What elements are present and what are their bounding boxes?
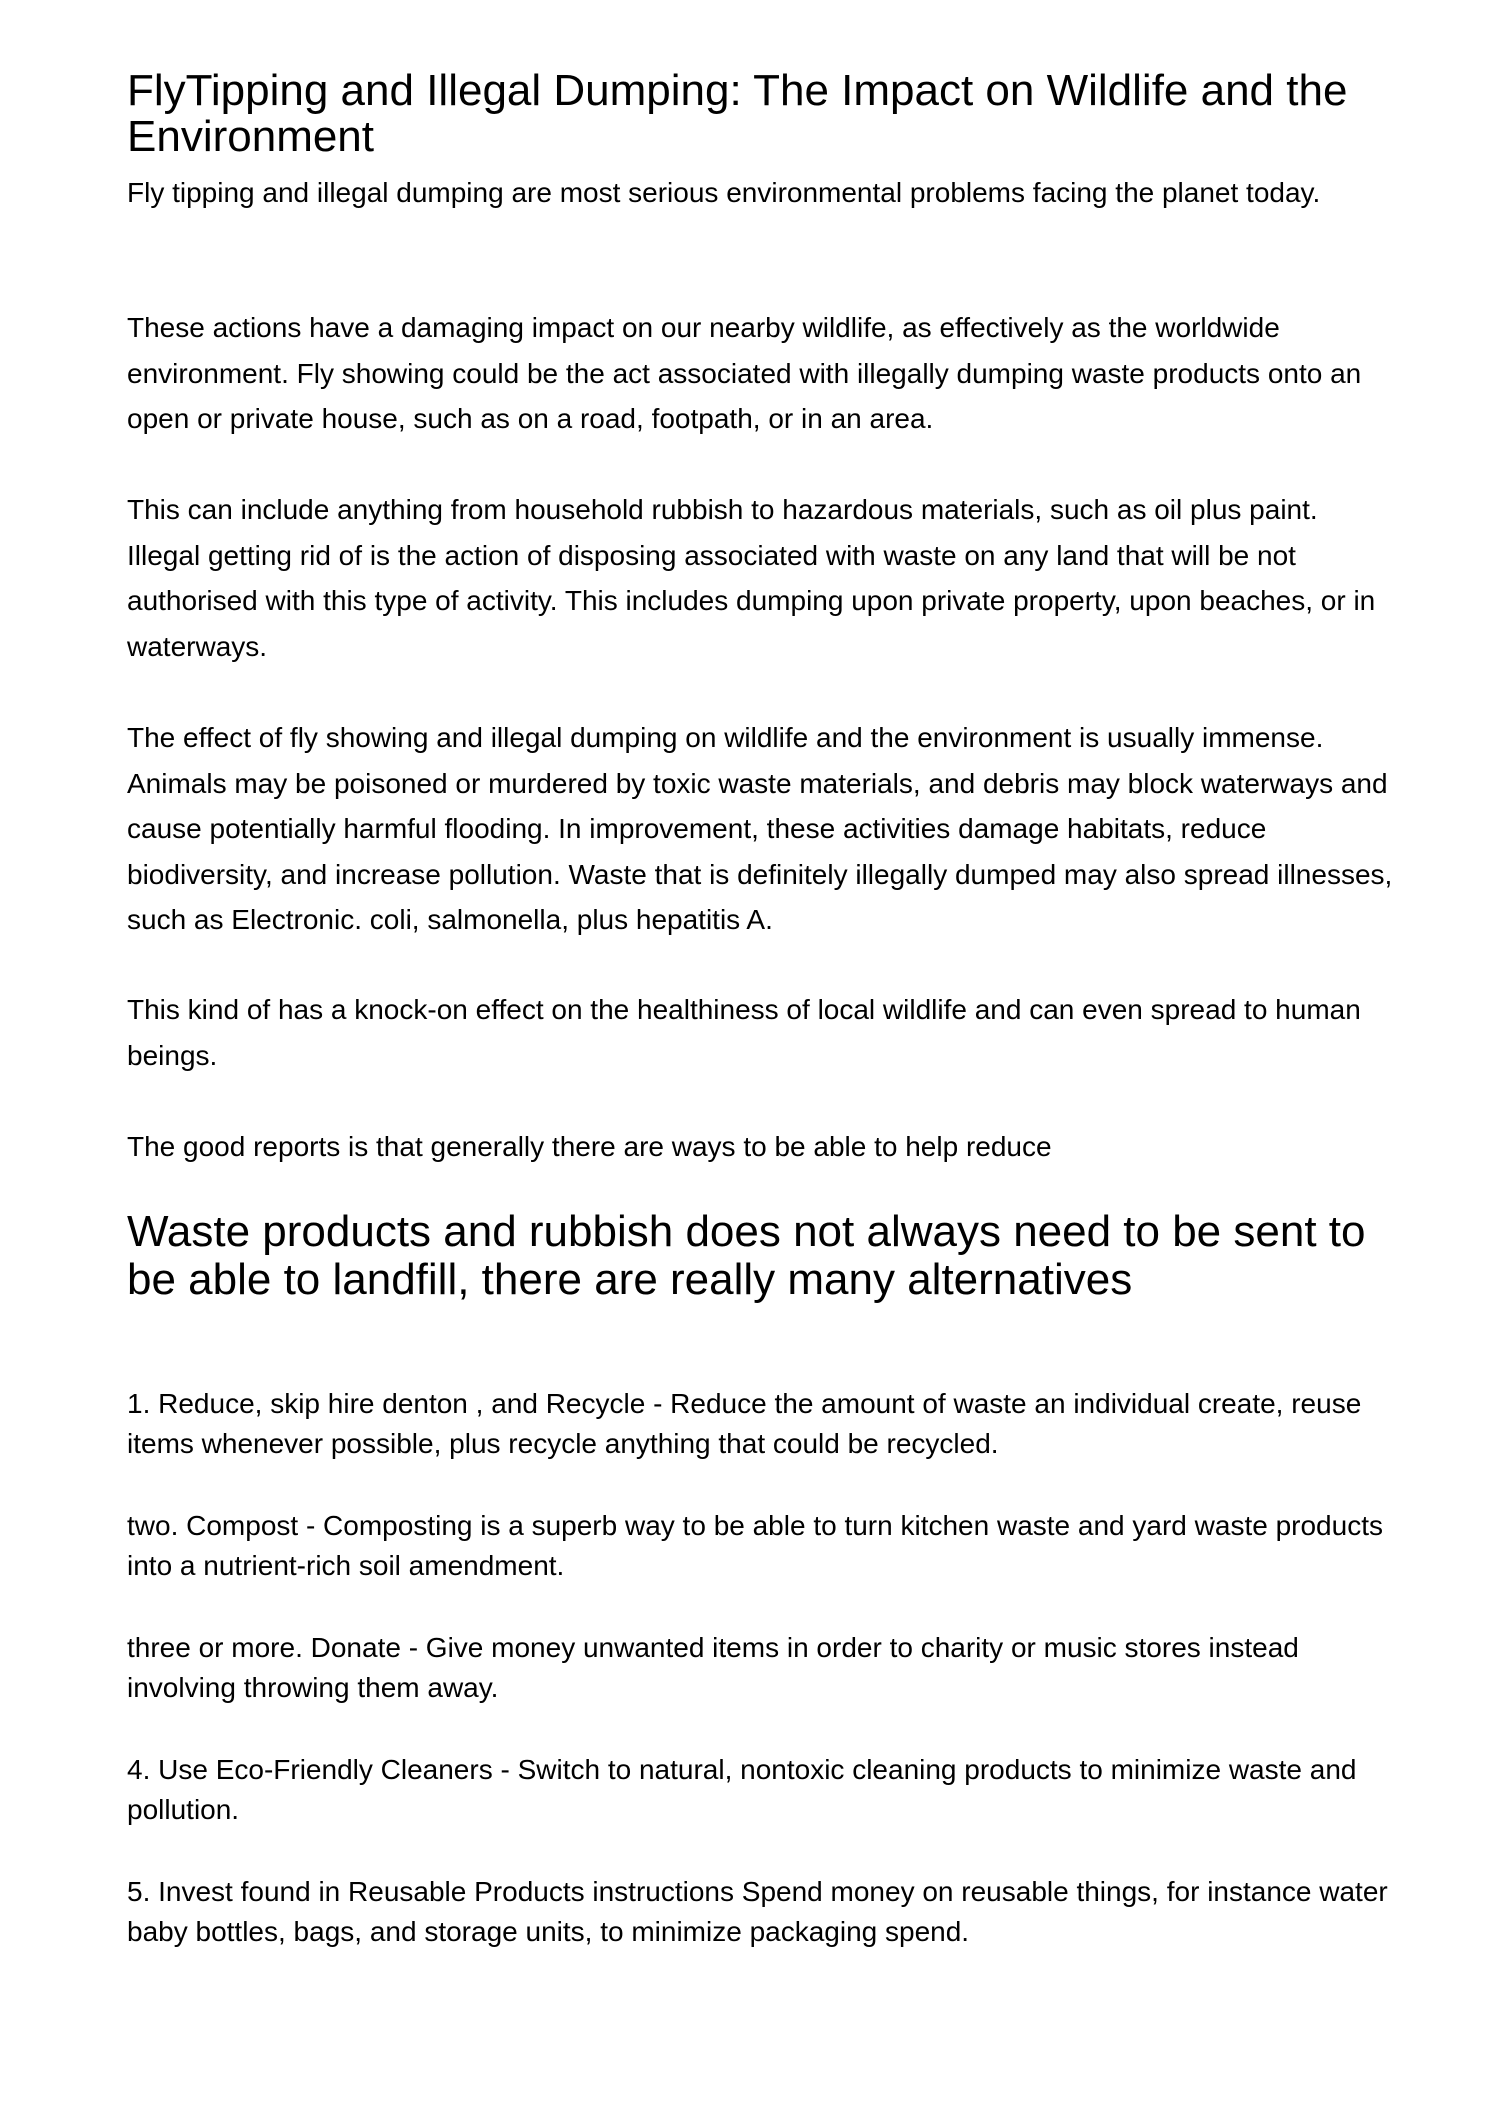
paragraph-good-news: The good reports is that generally there are ways to be able to help reduce	[127, 1131, 1052, 1162]
paragraph-impact: These actions have a damaging impact on our nearby wildlife, as effectively as the worldwide environment. Fly showing could be the act associated with illegally dumping waste products onto an open or private house, such as on a road, footpath, or in an area.	[127, 312, 1362, 434]
paragraph-materials: This can include anything from household rubbish to hazardous materials, such as oil plus paint. Illegal getting rid of is the action of disposing associated with waste on any land that will be not authorised with this type of activity. This includes dumping upon private property, upon beaches, or in waterways.	[127, 494, 1376, 662]
paragraph-intro: Fly tipping and illegal dumping are most serious environmental problems facing the planet today.	[127, 177, 1321, 208]
paragraph-effects: The effect of fly showing and illegal dumping on wildlife and the environment is usually immense. Animals may be poisoned or murdered by toxic waste materials, and debris may block waterways and cause potentially harmful flooding. In improvement, these activities damage habitats, reduce biodiversity, and increase pollution. Waste that is definitely illegally dumped may also spread illnesses, such as Electronic. coli, salmonella, plus hepatitis A.	[127, 722, 1393, 935]
list-item-reusable-products: 5. Invest found in Reusable Products instructions Spend money on reusable things, for instance water baby bottles, bags, and storage units, to minimize packaging spend.	[127, 1876, 1388, 1947]
list-item-eco-cleaners: 4. Use Eco-Friendly Cleaners - Switch to natural, nontoxic cleaning products to minimize waste and pollution.	[127, 1754, 1357, 1825]
list-item-compost: two. Compost - Composting is a superb way to be able to turn kitchen waste and yard waste products into a nutrient-rich soil amendment.	[127, 1510, 1383, 1581]
section-heading-alternatives: Waste products and rubbish does not always need to be sent to be able to landfill, there are really many alternatives	[127, 1207, 1366, 1304]
document-title: FlyTipping and Illegal Dumping: The Impact on Wildlife and the Environment	[127, 66, 1348, 161]
list-item-donate: three or more. Donate - Give money unwanted items in order to charity or music stores instead involving throwing them away.	[127, 1632, 1299, 1703]
list-item-reduce: 1. Reduce, skip hire denton , and Recycle - Reduce the amount of waste an individual create, reuse items whenever possible, plus recycle anything that could be recycled.	[127, 1388, 1362, 1459]
paragraph-knock-on: This kind of has a knock-on effect on the healthiness of local wildlife and can even spread to human beings.	[127, 994, 1361, 1071]
